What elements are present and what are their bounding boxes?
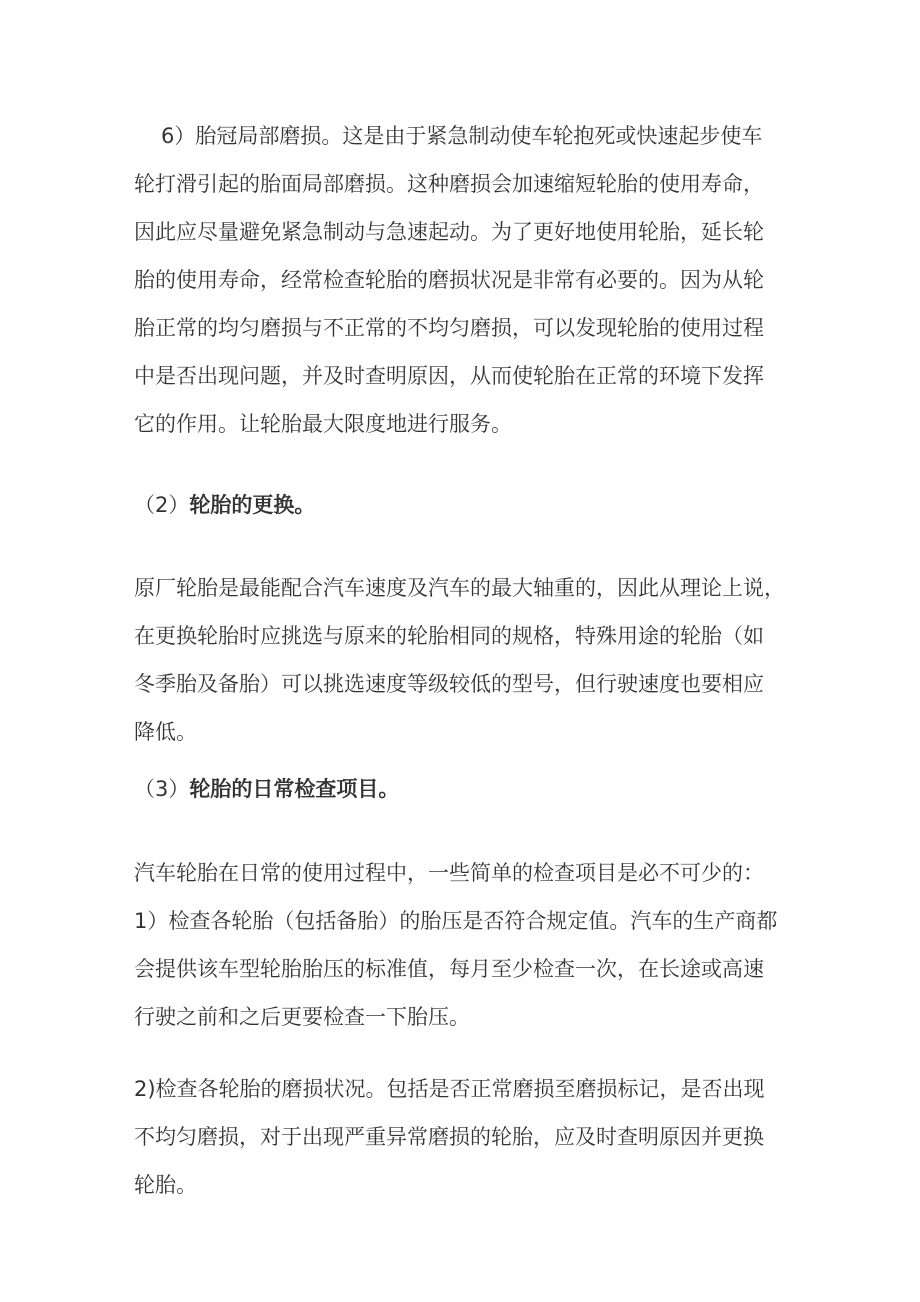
- text-line: 轮胎。: [134, 1173, 197, 1197]
- section-heading-daily-inspection: [134, 765, 794, 813]
- text-line: 1）检查各轮胎（包括备胎）的胎压是否符合规定值。汽车的生产商都: [134, 909, 778, 933]
- paragraph-wear-check: [134, 1065, 794, 1209]
- text-line: 汽车轮胎在日常的使用过程中，一些简单的检查项目是必不可少的：: [134, 861, 764, 885]
- heading-title: 轮胎的日常检查项目。: [189, 777, 400, 801]
- text-line: 胎的使用寿命，经常检查轮胎的磨损状况是非常有必要的。因为从轮: [134, 268, 764, 292]
- text-line: 胎正常的均匀磨损与不正常的不均匀磨损，可以发现轮胎的使用过程: [134, 316, 764, 340]
- heading-title: 轮胎的更换。: [189, 493, 316, 517]
- text-line: 冬季胎及备胎）可以挑选速度等级较低的型号，但行驶速度也要相应: [134, 672, 764, 696]
- paragraph-tire-replacement: [134, 564, 794, 756]
- paragraph-tire-pressure-check: [134, 849, 794, 1041]
- text-line: 中是否出现问题，并及时查明原因，从而使轮胎在正常的环境下发挥: [134, 364, 764, 388]
- heading-line: [134, 481, 794, 529]
- text-line: 轮打滑引起的胎面局部磨损。这种磨损会加速缩短轮胎的使用寿命，: [134, 172, 764, 196]
- text-line: 它的作用。让轮胎最大限度地进行服务。: [134, 412, 512, 436]
- text-line: 2)检查各轮胎的磨损状况。包括是否正常磨损至磨损标记，是否出现: [134, 1077, 765, 1101]
- text-line: 在更换轮胎时应挑选与原来的轮胎相同的规格，特殊用途的轮胎（如: [134, 624, 764, 648]
- text-line: 原厂轮胎是最能配合汽车速度及汽车的最大轴重的，因此从理论上说，: [134, 576, 785, 600]
- text-line: 会提供该车型轮胎胎压的标准值，每月至少检查一次，在长途或高速: [134, 957, 764, 981]
- heading-number: （2）: [134, 493, 190, 517]
- text-line: 降低。: [134, 720, 197, 744]
- paragraph-partial-crown-wear: [134, 112, 794, 448]
- text-line: 行驶之前和之后更要检查一下胎压。: [134, 1005, 470, 1029]
- text-line: 不均匀磨损，对于出现严重异常磨损的轮胎，应及时查明原因并更换: [134, 1125, 764, 1149]
- text-line: 因此应尽量避免紧急制动与急速起动。为了更好地使用轮胎，延长轮: [134, 220, 764, 244]
- text-line: 6）胎冠局部磨损。这是由于紧急制动使车轮抱死或快速起步使车: [161, 124, 763, 148]
- heading-line: [134, 765, 794, 813]
- heading-number: （3）: [134, 777, 190, 801]
- section-heading-tire-replacement: [134, 481, 794, 529]
